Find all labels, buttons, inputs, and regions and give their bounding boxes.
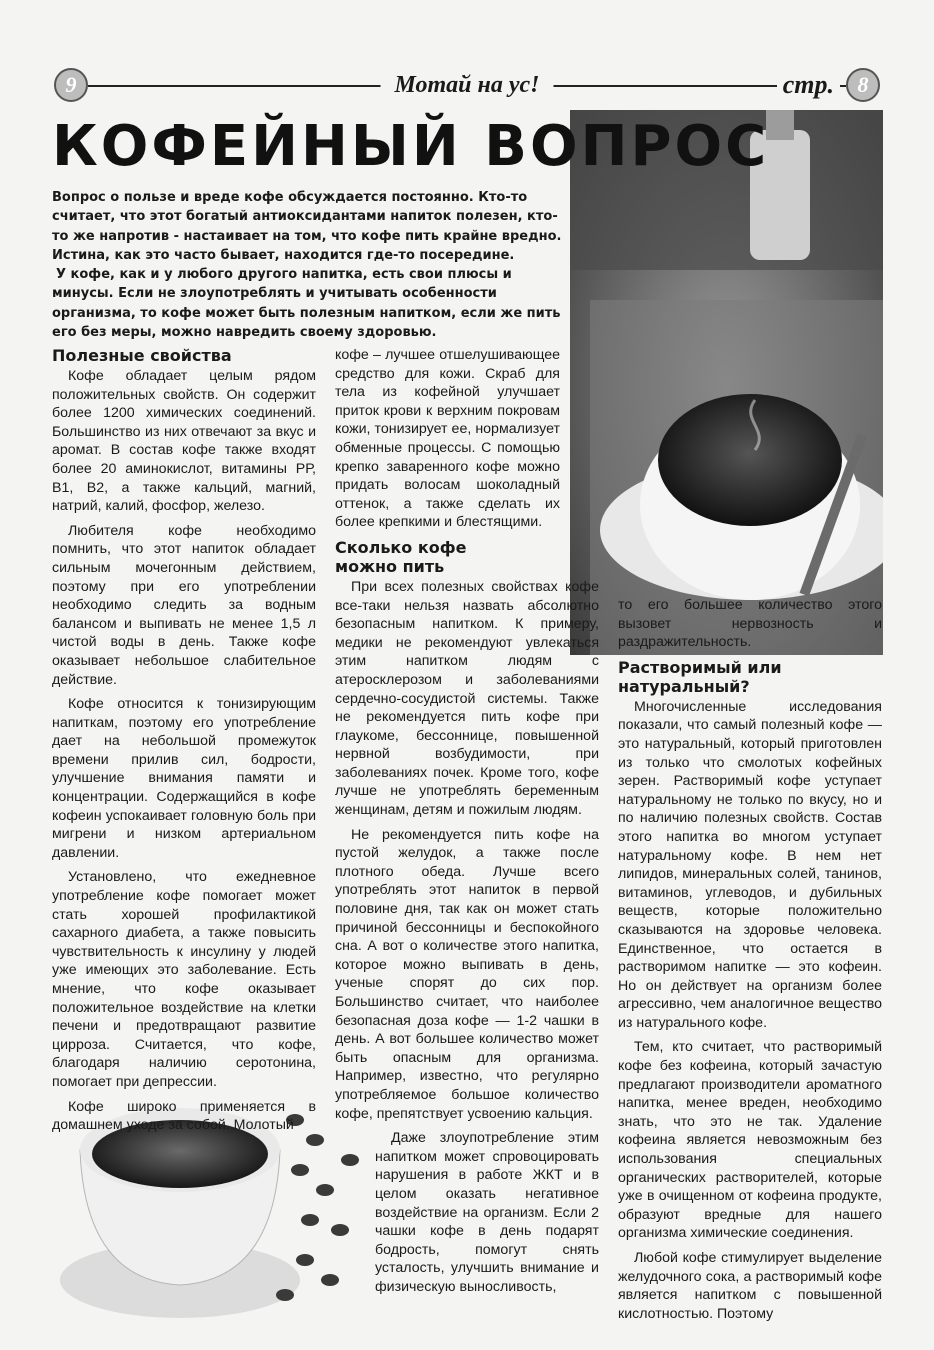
paragraph: Тем, кто считает, что растворимый кофе без кофеина, который зачастую предлагают производители ароматного напитка, менее вреден, необходимо знать, что это не так. Удаление кофеина является невозможным без использования специальных органических растворителей, которые уже в очищенном от кофеина продукте, образуют вредные для нашего организма химические соединения. bbox=[618, 1039, 882, 1242]
paragraph: Кофе относится к тонизирующим напиткам, поэтому его употребление дает на небольшой промежуток времени прилив сил, бодрости, улучшение внимания памяти и концентрации. Содержащийся в кофе кофеин успокаивает головную боль при мигрени и низком артериальном давлении. bbox=[52, 696, 316, 861]
section-title: Мотай на ус! bbox=[381, 66, 554, 104]
paragraph: Кофе широко применяется в домашнем уходе за собой. Молотый bbox=[52, 1098, 316, 1134]
heading-useful: Полезные свойства bbox=[52, 346, 232, 365]
page-header bbox=[52, 66, 882, 106]
paragraph: Многочисленные исследования показали, что самый полезный кофе — это натуральный, который приготовлен из только что смолотых кофейных зерен. Растворимый кофе уступает натуральному не только по вкусу, но и по наличию полезных свойств. Состав этого напитка во многом уступает натуральному кофе. В нем нет липидов, минеральных солей, танинов, витаминов, углеводов, и дубильных веществ, которые положительно сказываются на здоровье человека. Единственное, что остается в растворимом напитке — это кофеин. Но он действует на организм более агрессивно, чем аналогичное вещество из натурального кофе. bbox=[618, 698, 882, 1031]
column-3 bbox=[618, 596, 882, 1329]
column-1 bbox=[52, 346, 316, 1141]
paragraph: Любителя кофе необходимо помнить, что этот напиток обладает сильным мочегонным действием, поэтому при его употреблении необходимо следить за водным балансом и выпивать не менее 1,5 л чистой воды в день. Также кофе оказывает небольшое слабительное действие. bbox=[52, 522, 316, 688]
column-2 bbox=[335, 346, 599, 1303]
intro-paragraph: Вопрос о пользе и вреде кофе обсуждается постоянно. Кто-то считает, что этот богатый антиоксидантами напиток полезен, кто-то же напротив - настаивает на том, что кофе пить крайне вредно. Истина, как это часто бывает, находится где-то посередине. bbox=[52, 190, 562, 263]
page-label: стр. bbox=[777, 66, 840, 104]
right-page-number: 8 bbox=[846, 68, 880, 102]
paragraph: При всех полезных свойствах кофе все-таки нельзя назвать абсолютно безопасным напитком. К примеру, медики не рекомендуют увлекаться этим напитком людям с атеросклерозом и заболеваниями сердечно-сосудистой системы. Также не рекомендуется пить кофе при глаукоме, бессоннице, повышенной нервной возбудимости, при заболеваниях почек. Кроме того, кофе лучше не употреблять беременным женщинам, детям и пожилым людям. bbox=[335, 578, 599, 819]
heading-how-much: Сколько кофе можно пить bbox=[335, 537, 467, 576]
paragraph: кофе – лучшее отшелушивающее средство для кожи. Скраб для тела из кофейной улучшает приток крови к верхним покровам кожи, тонизирует ее, нормализует обменные процессы. С помощью крепко заваренного кофе можно придать волосам шоколадный оттенок, а также сделать их более крепкими и блестящими. bbox=[335, 347, 560, 531]
paragraph: Не рекомендуется пить кофе на пустой желудок, а также после плотного обеда. Лучше всего употреблять этот напиток в первой половине дня, так как он может стать причиной бессонницы и беспокойного сна. А вот о количестве этого напитка, которое можно выпивать в день, ученые спорят до сих пор. Большинство считает, что наиболее безопасная доза кофе — 1-2 чашки в день. А вот большее количество может быть опасным для организма. Например, известно, что регулярно употребляемое большое количество кофе, препятствует усвоению кальция. bbox=[335, 826, 599, 1122]
paragraph: то его большее количество этого вызовет нервозность и раздражительность. bbox=[618, 597, 882, 651]
paragraph: Установлено, что ежедневное употребление кофе помогает может стать хорошей профилактикой сахарного диабета, а также повысить чувствительность к инсулину у людей уже имеющих это заболевание. Есть мнение, что кофе оказывает положительное воздействие на клетки печени и предотвращают развитие цирроза. Считается, что кофе, благодаря наличию серотонина, помогает при депрессии. bbox=[52, 869, 316, 1090]
heading-instant: Растворимый или натуральный? bbox=[618, 657, 782, 696]
article-intro bbox=[52, 188, 572, 342]
left-page-number: 9 bbox=[54, 68, 88, 102]
article-title: КОФЕЙНЫЙ ВОПРОС bbox=[52, 114, 770, 179]
intro-paragraph: У кофе, как и у любого другого напитка, есть свои плюсы и минусы. Если не злоупотреблять и учитывать особенности организма, то кофе может быть полезным напитком, если же пить его без меры, можно навредить своему здоровью. bbox=[52, 267, 561, 341]
paragraph: Любой кофе стимулирует выделение желудочного сока, а растворимый кофе является напитком с повышенной кислотностью. Поэтому bbox=[618, 1250, 882, 1322]
paragraph: Даже злоупотребление этим напитком может спровоцировать нарушения в работе ЖКТ и в целом оказать негативное воздействие на организм. Если 2 чашки кофе в день подарят бодрость, помогут снять усталость, улучшить внимание и физическую выносливость, bbox=[375, 1130, 599, 1295]
paragraph: Кофе обладает целым рядом положительных свойств. Он содержит более 1200 химических соединений. Большинство из них отвечают за вкус и аромат. В состав кофе также входят более 20 аминокислот, витамины РР, В1, В2, а также кальций, магний, натрий, калий, фосфор, железо. bbox=[52, 368, 316, 515]
coffee-cup-photo bbox=[570, 110, 883, 655]
